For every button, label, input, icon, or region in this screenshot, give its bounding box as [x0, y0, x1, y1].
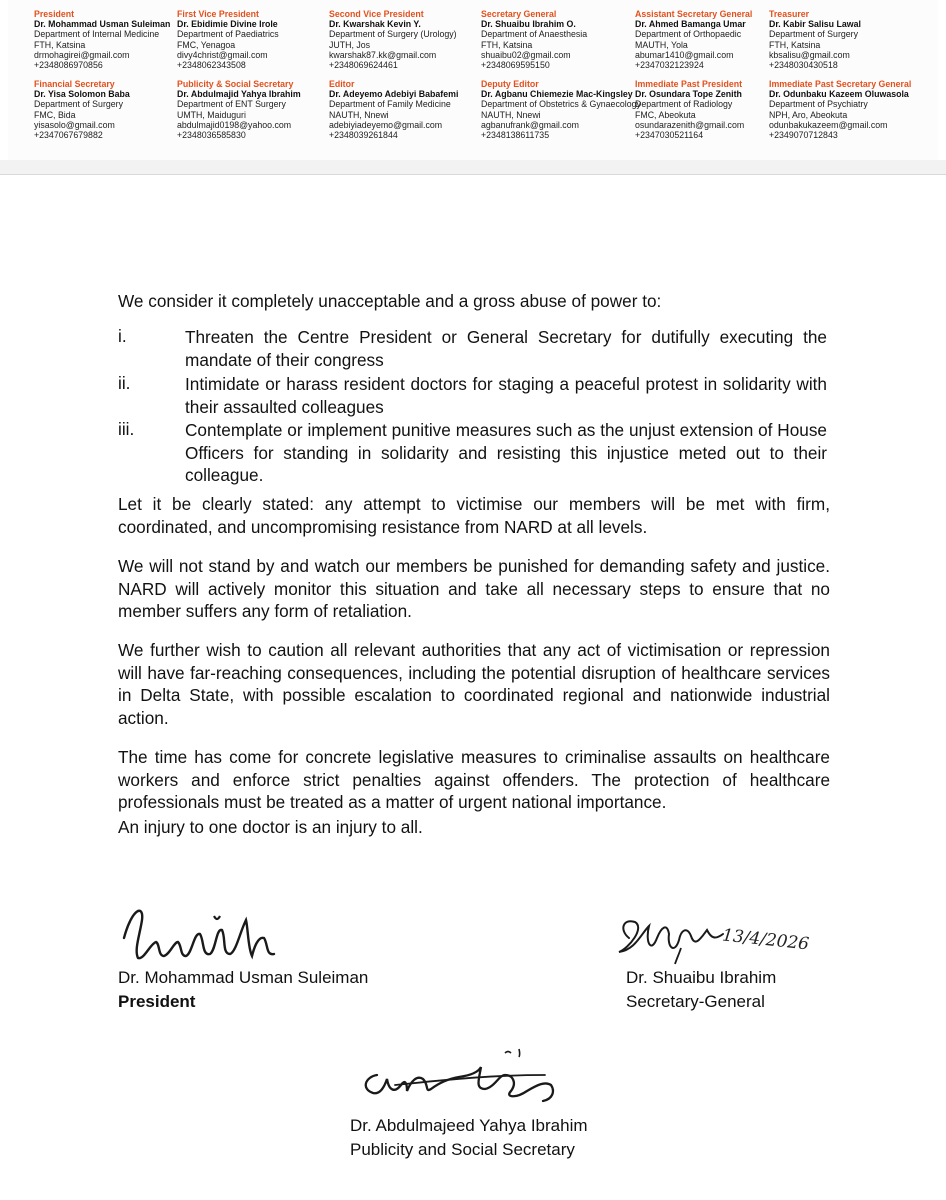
officer-phone: +2349070712843: [769, 130, 838, 141]
officer-phone: +2347030521164: [635, 130, 704, 141]
publicity-secretary-signature: [355, 1045, 605, 1117]
officer-card: [635, 9, 785, 70]
list-item-text: Threaten the Centre President or General Secretary for dutifully executing the mandate of their congress: [185, 327, 827, 370]
officer-email: abumar1410@gmail.com: [635, 49, 734, 60]
divider: [0, 174, 946, 175]
officer-name: Dr. Osundara Tope Zenith: [635, 89, 742, 100]
president-name: Dr. Mohammad Usman Suleiman: [118, 968, 369, 987]
officer-email: shuaibu02@gmail.com: [481, 49, 571, 60]
officer-name: Dr. Kwarshak Kevin Y.: [329, 19, 421, 30]
officer-inst: NAUTH, Nnewi: [329, 109, 389, 120]
officer-phone: +2348086970856: [34, 60, 103, 71]
officer-role: Assistant Secretary General: [635, 9, 753, 19]
paragraph: We will not stand by and watch our members be punished for demanding safety and justice. NARD will actively monitor this situation and take all necessary steps to ensure that no member suffers any form of retaliation.: [118, 556, 830, 621]
officer-email: drmohagirei@gmail.com: [34, 49, 130, 60]
officer-name: Dr. Abdulmajid Yahya Ibrahim: [177, 89, 301, 100]
officer-email: osundarazenith@gmail.com: [635, 119, 745, 130]
officer-phone: +2348030430518: [769, 60, 838, 71]
officer-dept: Department of Surgery: [769, 29, 858, 40]
secretary-general-name: Dr. Shuaibu Ibrahim: [626, 968, 777, 987]
officer-role: Immediate Past Secretary General: [769, 79, 912, 89]
officer-role: Treasurer: [769, 9, 810, 19]
list-item-text: Contemplate or implement punitive measures such as the unjust extension of House Officers for standing in solidarity and resisting this injustice meted out to their colleague.: [185, 420, 827, 485]
officer-inst: FMC, Abeokuta: [635, 109, 696, 120]
officer-phone: +2348062343508: [177, 60, 246, 71]
officer-inst: FTH, Katsina: [481, 39, 533, 50]
officer-email: odunbakukazeem@gmail.com: [769, 119, 888, 130]
officer-dept: Department of Paediatrics: [177, 29, 279, 40]
officer-card: [329, 9, 479, 70]
officer-email: kwarshak87.kk@gmail.com: [329, 49, 437, 60]
officer-phone: +2348069624461: [329, 60, 398, 71]
officer-role: President: [34, 9, 75, 19]
paragraph: The time has come for concrete legislative measures to criminalise assaults on healthcare workers and enforce strict penalties against offenders. The protection of healthcare professionals must be treated as a matter of urgent national importance.: [118, 747, 830, 812]
officer-card: [34, 9, 184, 70]
officer-inst: FTH, Katsina: [769, 39, 821, 50]
president-signature: [118, 898, 278, 968]
list-item-text: Intimidate or harass resident doctors for staging a peaceful protest in solidarity with their assaulted colleagues: [185, 374, 827, 417]
officer-inst: FTH, Katsina: [34, 39, 86, 50]
list-number: ii.: [118, 373, 131, 393]
officer-email: abdulmajid0198@yahoo.com: [177, 119, 292, 130]
officer-email: divy4christ@gmail.com: [177, 49, 268, 60]
officer-role: Immediate Past President: [635, 79, 743, 89]
officer-role: Second Vice President: [329, 9, 424, 19]
officer-card: [769, 9, 919, 70]
officer-role: First Vice President: [177, 9, 259, 19]
officer-phone: +2347067679882: [34, 130, 103, 141]
officer-name: Dr. Kabir Salisu Lawal: [769, 19, 861, 30]
officer-inst: FMC, Yenagoa: [177, 39, 236, 50]
officer-inst: NAUTH, Nnewi: [481, 109, 541, 120]
officer-card: [177, 79, 327, 140]
officer-dept: Department of Family Medicine: [329, 99, 451, 110]
officer-phone: +2348036585830: [177, 130, 246, 141]
officer-card: [769, 79, 919, 140]
officer-name: Dr. Mohammad Usman Suleiman: [34, 19, 171, 30]
officer-dept: Department of Anaesthesia: [481, 29, 588, 40]
officer-email: agbanufrank@gmail.com: [481, 119, 579, 130]
list-number: i.: [118, 326, 127, 346]
officer-dept: Department of Psychiatry: [769, 99, 868, 110]
officer-name: Dr. Adeyemo Adebiyi Babafemi: [329, 89, 459, 100]
officer-role: Secretary General: [481, 9, 557, 19]
closing-line: An injury to one doctor is an injury to all.: [118, 817, 423, 837]
officer-name: Dr. Odunbaku Kazeem Oluwasola: [769, 89, 909, 100]
publicity-secretary-title: Publicity and Social Secretary: [350, 1140, 575, 1159]
page-separator: [0, 160, 946, 174]
officers-header: [8, 0, 938, 161]
officer-email: adebiyiadeyemo@gmail.com: [329, 119, 443, 130]
secretary-general-title: Secretary-General: [626, 992, 765, 1011]
officer-inst: UMTH, Maiduguri: [177, 109, 246, 120]
officer-card: [177, 9, 327, 70]
officer-card: [34, 79, 184, 140]
officer-inst: JUTH, Jos: [329, 39, 371, 50]
officer-card: [481, 9, 631, 70]
officer-card: [481, 79, 641, 141]
intro-paragraph: We consider it completely unacceptable and a gross abuse of power to:: [118, 291, 662, 311]
officer-inst: NPH, Aro, Abeokuta: [769, 109, 848, 120]
officer-card: [329, 79, 479, 140]
officer-name: Dr. Ahmed Bamanga Umar: [635, 19, 746, 30]
officer-name: Dr. Shuaibu Ibrahim O.: [481, 19, 576, 30]
officer-dept: Department of Obstetrics & Gynaecology: [481, 99, 641, 110]
paragraph: Let it be clearly stated: any attempt to victimise our members will be met with firm, coordinated, and uncompromising resistance from NARD at all levels.: [118, 494, 830, 537]
officer-card: [635, 79, 785, 140]
officer-dept: Department of ENT Surgery: [177, 99, 286, 110]
officer-role: Editor: [329, 79, 355, 89]
list-number: iii.: [118, 419, 135, 439]
officer-phone: +2348138611735: [481, 130, 550, 141]
officer-name: Dr. Yisa Solomon Baba: [34, 89, 130, 100]
officer-inst: FMC, Bida: [34, 109, 76, 120]
officer-phone: +2348069595150: [481, 60, 550, 71]
officer-dept: Department of Surgery: [34, 99, 123, 110]
officer-name: Dr. Agbanu Chiemezie Mac-Kingsley: [481, 89, 633, 100]
officer-dept: Department of Orthopaedic: [635, 29, 742, 40]
officer-phone: +2348039261844: [329, 130, 398, 141]
officer-dept: Department of Surgery (Urology): [329, 29, 457, 40]
officer-phone: +2347032123924: [635, 60, 704, 71]
paragraph: We further wish to caution all relevant authorities that any act of victimisation or repression will have far-reaching consequences, including the potential disruption of healthcare services in Delta State, with possible escalation to coordinated regional and nationwide industrial action.: [118, 640, 830, 728]
president-title: President: [118, 992, 196, 1011]
officer-role: Deputy Editor: [481, 79, 539, 89]
publicity-secretary-name: Dr. Abdulmajeed Yahya Ibrahim: [350, 1116, 588, 1135]
officer-role: Publicity & Social Secretary: [177, 79, 294, 89]
officer-email: kbsalisu@gmail.com: [769, 49, 850, 60]
officer-inst: MAUTH, Yola: [635, 39, 688, 50]
officer-dept: Department of Radiology: [635, 99, 733, 110]
officer-dept: Department of Internal Medicine: [34, 29, 160, 40]
officer-name: Dr. Ebidimie Divine Irole: [177, 19, 278, 30]
officer-role: Financial Secretary: [34, 79, 115, 89]
officer-email: yisasolo@gmail.com: [34, 119, 115, 130]
signature-date: 13/4/2026: [721, 925, 810, 955]
